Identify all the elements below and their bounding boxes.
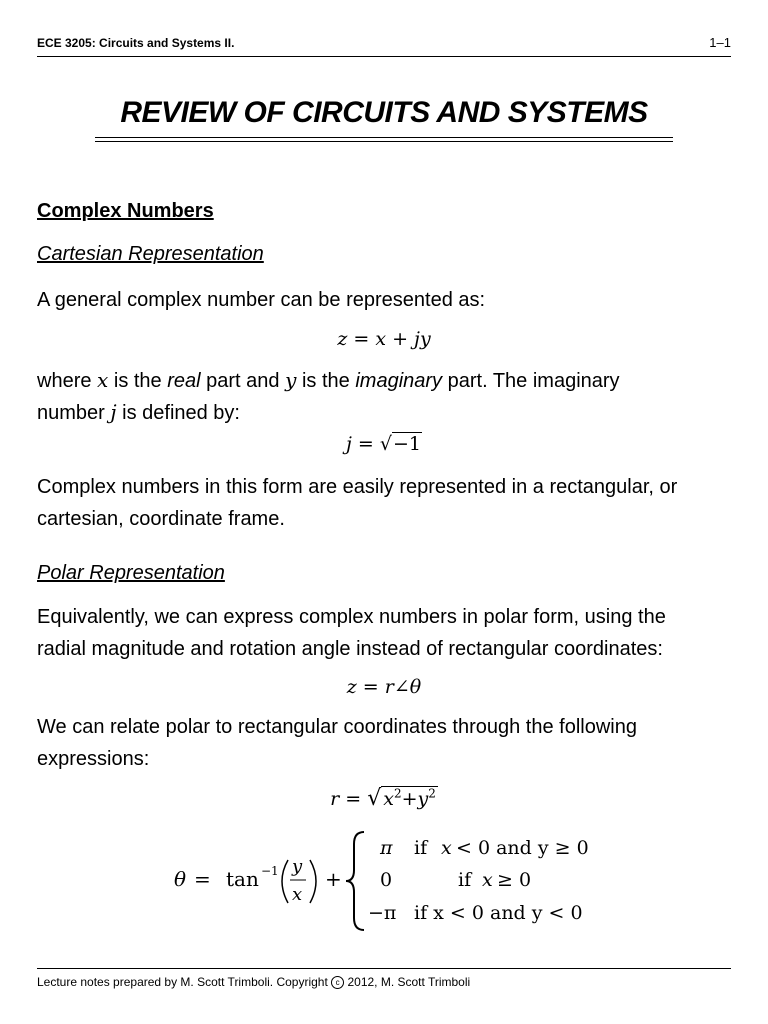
svg-text:π: π [380,837,393,859]
equation-j-definition: j = √−1 [345,433,422,455]
title-underline-top [95,137,673,138]
polar-para-1: Equivalently, we can express complex numbers in polar form, using the [37,606,666,628]
svg-text:if: if [414,837,428,859]
section-heading: Complex Numbers [37,200,214,222]
page-number: 1–1 [709,35,731,50]
number-j-line: number j is defined by: [37,400,240,424]
svg-text:x: x [482,869,493,891]
where-line: where x is the real part and y is the imaginary part. The imaginary [37,368,620,392]
right-paren [310,860,316,903]
equation-z-polar: z = r∠θ [346,676,422,698]
svg-text:if: if [458,869,472,891]
page-title: REVIEW OF CIRCUITS AND SYSTEMS [120,96,648,129]
svg-text:−1: −1 [261,864,279,878]
left-paren [282,860,288,903]
left-brace [346,832,364,930]
footer-rule [37,968,731,969]
header-rule [37,56,731,57]
svg-text:x: x [292,884,303,905]
svg-text:if x < 0 and y < 0: if x < 0 and y < 0 [414,902,583,924]
svg-text:tan: tan [226,867,259,891]
polar-para-4: expressions: [37,748,150,770]
polar-para-2: radial magnitude and rotation angle instead of rectangular coordinates: [37,638,663,660]
sqrt-sign: √ [379,433,392,455]
polar-para-3: We can relate polar to rectangular coordinates through the following [37,716,637,738]
footer-text: Lecture notes prepared by M. Scott Trimboli. Copyright c 2012, M. Scott Trimboli [37,975,471,989]
svg-text:+: + [325,867,342,891]
svg-text:0: 0 [380,869,393,891]
cartesian-para-2: cartesian, coordinate frame. [37,508,285,530]
cartesian-para-1: Complex numbers in this form are easily represented in a rectangular, or [37,476,678,498]
svg-text:θ: θ [174,867,187,891]
svg-text:y: y [292,856,303,877]
svg-text:=: = [194,867,211,891]
equation-r-magnitude: r = √ $x^2+y^2$ [330,786,436,811]
copyright-icon: c [331,976,344,989]
svg-text:< 0 and y ≥ 0: < 0 and y ≥ 0 [456,837,589,859]
svg-text:≥ 0: ≥ 0 [497,869,532,891]
svg-text:x: x [441,837,452,859]
sqrt-sign: √ [367,786,382,811]
course-header: ECE 3205: Circuits and Systems II. [37,36,235,50]
cartesian-heading: Cartesian Representation [37,243,264,265]
cartesian-intro: A general complex number can be represented as: [37,289,486,311]
svg-text:−π: −π [368,902,397,924]
equation-z-cartesian: z = x + jy [337,328,431,350]
title-underline-bottom [95,141,673,142]
equation-theta-piecewise [160,826,600,936]
polar-heading: Polar Representation [37,562,225,584]
